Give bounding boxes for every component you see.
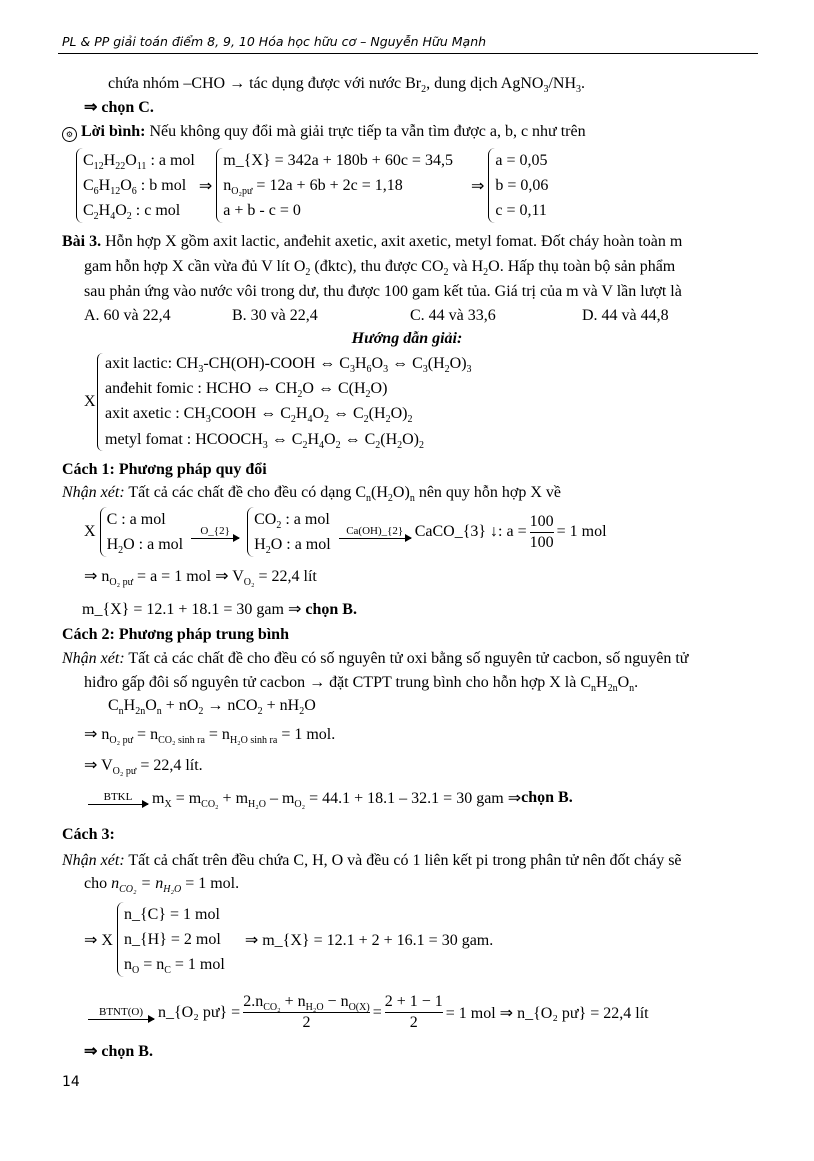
equation: n_{O₂ pư} =: [158, 1003, 241, 1021]
reaction-arrow: [191, 525, 239, 539]
arrow-label: Ca(OH)_{2}: [346, 525, 404, 537]
answer: chọn B.: [305, 601, 357, 618]
section-title: Hướng dẫn giải:: [351, 330, 463, 347]
equation: $C_nH_{2n}O_n + nO_2 \to nCO_2 + nH_2O$: [108, 697, 316, 717]
text-line: chứa nhóm –CHO → tác dụng được với nước $Br_2$, dung dịch $AgNO_3/NH_3$.: [108, 75, 586, 95]
comment-text: Nếu không quy đổi mà giải trực tiếp ta vẫn tìm được a, b, c như trên: [145, 123, 586, 140]
fraction: [385, 992, 443, 1033]
equation: metyl fomat : $HCOOCH_3$ ⇔ $C_2H_4O_2$ ⇔ $C_2(H_2O)_2$: [105, 431, 425, 451]
numerator: 2 + 1 − 1: [384, 993, 443, 1010]
problem-text: sau phản ứng vào nước vôi trong dư, thu được 100 gam kết tủa. Giá trị của m và V lần lượt là: [84, 283, 682, 300]
text: cho: [84, 875, 112, 892]
equation: $n_O = n_C = 1$ mol: [123, 956, 225, 976]
option-b: B. 30 và 22,4: [232, 307, 318, 324]
remark-label: Nhận xét:: [62, 484, 125, 501]
arrow-label: O_{2}: [200, 525, 230, 537]
variable-x: X: [84, 393, 96, 410]
equation-text: m_{X} = 12.1 + 18.1 = 30 gam ⇒: [82, 601, 306, 618]
method-title: Cách 3:: [62, 826, 115, 843]
comment-label: Lời bình:: [81, 123, 146, 140]
arrow-label: BTNT(O): [99, 1005, 143, 1018]
option-a: A. 60 và 22,4: [84, 307, 171, 324]
reaction-arrow: [88, 1006, 154, 1020]
remark-text: hiđro gấp đôi số nguyên tử cacbon → đặt CTPT trung bình cho hỗn hợp X là $C_nH_{2n}O_n$.: [84, 674, 639, 694]
implies: ⇒: [198, 177, 213, 195]
remark-line: [62, 649, 688, 669]
equation: ⇒ X: [84, 931, 113, 949]
brace: [97, 353, 104, 451]
equation: m_{X} = 342a + 180b + 60c = 34,5: [223, 152, 453, 169]
equation: $H_2O$ : a mol: [106, 536, 184, 556]
equation: $C_2H_4O_2$ : c mol: [83, 202, 181, 222]
conversion-scheme: [84, 507, 607, 557]
system-atoms: [117, 902, 225, 977]
equation: a = 0,05: [495, 152, 548, 169]
numerator: $2.n_{CO_2} + n_{H_2O} - n_{O(X)}$: [243, 993, 370, 1013]
oxygen-balance: [84, 992, 649, 1033]
equation: [84, 788, 573, 808]
atom-system: [84, 902, 493, 977]
remark-text: Tất cả các chất đề cho đều có dạng $C_n(H_2O)_n$ nên quy hỗn hợp X về: [124, 484, 562, 504]
arrow-label: BTKL: [103, 791, 133, 803]
equation: $H_2O$ : a mol: [254, 536, 331, 556]
option-c: C. 44 và 33,6: [410, 307, 496, 324]
method-title: Cách 2: Phương pháp trung bình: [62, 626, 289, 643]
equation: =: [372, 1003, 382, 1021]
equation: ⇒ $n_{O_2 pư} = a = 1$ mol ⇒ $V_{O_2} = 22,4$ lít: [84, 568, 317, 588]
equation: $n_{O_2pư} = 12a + 6b + 2c = 1,18$: [223, 177, 403, 197]
page-number: 14: [62, 1074, 80, 1090]
equation: axit axetic : $CH_3COOH$ ⇔ $C_2H_4O_2$ ⇔ $C_2(H_2O)_2$: [105, 405, 413, 425]
equation: $C_6H_{12}O_6$ : b mol: [83, 177, 187, 197]
fraction: [243, 992, 370, 1033]
header-rule: [58, 53, 758, 54]
answer: chọn B.: [521, 789, 573, 806]
equation: $C_{12}H_{22}O_{11}$ : a mol: [83, 152, 195, 172]
equation: ⇒ $V_{O_2 pư} = 22,4$ lít.: [84, 757, 203, 777]
equation: axit lactic: $CH_3-CH(OH)$-COOH ⇔ $C_3H_6O_3$ ⇔ $C_3(H_2O)_3$: [105, 355, 472, 375]
method-title: Cách 1: Phương pháp quy đổi: [62, 461, 267, 478]
system-3: [488, 148, 548, 223]
remark-label: Nhận xét:: [62, 852, 125, 869]
reaction-arrow: [339, 525, 411, 539]
equation-system: [72, 148, 552, 223]
equation: [82, 600, 357, 620]
equation: n_{C} = 1 mol: [123, 906, 220, 923]
fraction: [530, 512, 554, 553]
option-d: D. 44 và 44,8: [582, 307, 669, 324]
system-b: [247, 507, 331, 557]
system-a: [100, 507, 184, 557]
gear-icon: ⚙: [62, 127, 77, 142]
equation: a + b - c = 0: [223, 202, 301, 219]
equation: $n_{CO_2} = n_{H_2O}$: [111, 875, 182, 895]
comment-line: [62, 122, 586, 142]
variable-x: X: [84, 523, 96, 540]
equation: C : a mol: [106, 511, 166, 528]
equation: b = 0,06: [495, 177, 549, 194]
problem-text: gam hỗn hợp X cần vừa đủ V lít $O_2$ (đktc), thu được $CO_2$ và $H_2O$. Hấp thụ toàn bộ sản phẩm: [84, 258, 676, 278]
equation: = 1 mol: [556, 523, 607, 540]
remark-line: [62, 483, 561, 503]
equation: ⇒ m_{X} = 12.1 + 2 + 16.1 = 30 gam.: [244, 931, 494, 949]
remark-line: [62, 851, 682, 871]
denominator: 2: [243, 1012, 370, 1033]
problem-line: [62, 232, 682, 252]
system-1: [76, 148, 195, 223]
equation: $CO_2$ : a mol: [254, 511, 330, 531]
remark-text: [84, 874, 239, 894]
denominator: 2: [385, 1012, 443, 1033]
problem-label: Bài 3.: [62, 233, 102, 250]
running-header: PL & PP giải toán điểm 8, 9, 10 Hóa học hữu cơ – Nguyễn Hữu Mạnh: [62, 34, 487, 49]
equation: CaCO_{3} ↓: a =: [414, 523, 527, 540]
text: = 1 mol.: [181, 875, 240, 892]
equation: ⇒ $n_{O_2 pư} = n_{CO_2 sinh ra} = n_{H_2O sinh ra} = 1$ mol.: [84, 726, 336, 746]
numerator: 100: [529, 512, 554, 530]
equation: $m_X = m_{CO_2} + m_{H_2O} - m_{O_2} = 44.1 + 18.1 - 32.1 = 30$ gam ⇒: [152, 790, 522, 810]
answer-line: ⇒ chọn C.: [84, 99, 154, 116]
equation: c = 0,11: [495, 202, 547, 219]
remark-label: Nhận xét:: [62, 650, 125, 667]
implies: ⇒: [470, 177, 485, 195]
reaction-arrow: [88, 791, 148, 805]
denominator: 100: [529, 533, 554, 551]
system-2: [216, 148, 453, 223]
equation: n_{H} = 2 mol: [123, 931, 221, 948]
answer-line: ⇒ chọn B.: [84, 1043, 153, 1060]
remark-text: Tất cả chất trên đều chứa C, H, O và đều có 1 liên kết pi trong phân tử nên đốt cháy sẽ: [124, 852, 682, 869]
equation: anđehit fomic : HCHO ⇔ $CH_2O$ ⇔ $C(H_2O)$: [105, 380, 388, 400]
problem-text: Hỗn hợp X gồm axit lactic, anđehit axetic, axit axetic, metyl fomat. Đốt cháy hoàn toàn m: [101, 233, 683, 250]
equation: = 1 mol ⇒ n_{O₂ pư} = 22,4 lít: [445, 1004, 649, 1022]
remark-text: Tất cả các chất đề cho đều có số nguyên tử oxi bằng số nguyên tử cacbon, số nguyên tử: [124, 650, 689, 667]
